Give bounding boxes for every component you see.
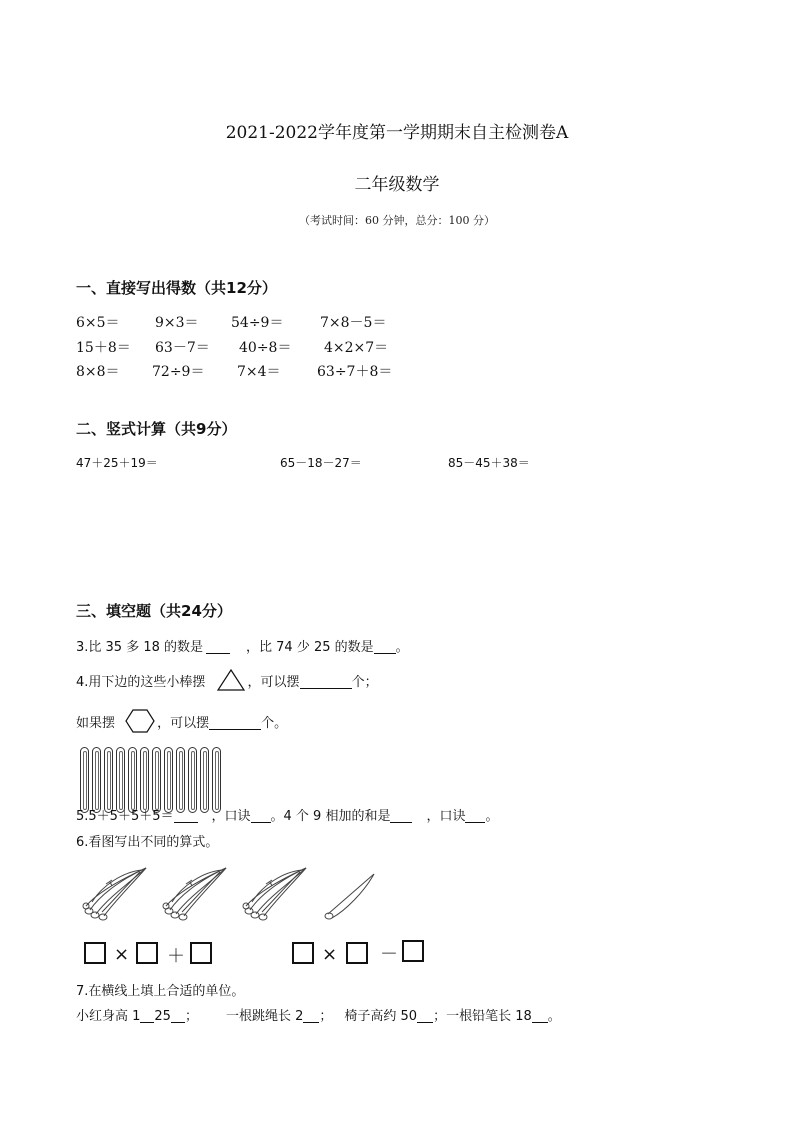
stick-icon (92, 747, 101, 813)
stick-icon (212, 747, 221, 813)
stick-icon (116, 747, 125, 813)
question-text: 个； (351, 675, 378, 690)
question-7: 7.在横线上填上合适的单位。 (76, 984, 245, 999)
banana-bunch-icon (160, 862, 232, 922)
answer-blank[interactable] (300, 674, 352, 689)
section-1-heading: 一、直接写出得数（共12分） (76, 279, 277, 297)
mental-item: 40÷8＝ (239, 340, 292, 356)
mental-item: 72÷9＝ (152, 364, 205, 380)
answer-blank[interactable] (417, 1008, 433, 1023)
answer-blank[interactable] (140, 1008, 154, 1023)
stick-icon (176, 747, 185, 813)
stick-icon (200, 747, 209, 813)
minus-sign: － (380, 944, 398, 965)
hexagon-icon (125, 709, 155, 733)
mental-item: 8×8＝ (76, 364, 120, 380)
question-text: 个。 (261, 716, 288, 731)
question-text: 。 (485, 809, 499, 824)
question-text: ，口诀 (211, 809, 251, 824)
answer-blank[interactable] (209, 715, 261, 730)
banana-single-icon (320, 870, 380, 922)
question-7-items (76, 1005, 561, 1024)
answer-blank[interactable] (532, 1008, 548, 1023)
question-text: ； (319, 1009, 333, 1024)
vertical-calc-item: 47＋25＋19＝ (76, 456, 158, 470)
mental-item: 9×3＝ (155, 315, 199, 331)
stick-icon (188, 747, 197, 813)
question-5 (76, 805, 499, 824)
banana-bunch-icon (240, 862, 312, 922)
answer-blank[interactable] (303, 1008, 319, 1023)
question-6: 6.看图写出不同的算式。 (76, 835, 219, 850)
question-text: 25 (154, 1009, 171, 1024)
question-text: ，可以摆 (157, 716, 210, 731)
stick-icon (140, 747, 149, 813)
question-text: 如果摆 (76, 716, 116, 731)
exam-info: （考试时间：60 分钟，总分：100 分） (299, 214, 495, 227)
question-4b (76, 709, 287, 733)
answer-box[interactable] (402, 940, 424, 962)
vertical-calc-item: 65－18－27＝ (280, 456, 362, 470)
answer-blank[interactable] (465, 808, 485, 823)
triangle-icon (216, 668, 246, 692)
page-title: 2021-2022学年度第一学期期末自主检测卷A (225, 123, 569, 143)
stick-icon (80, 747, 89, 813)
question-text: 。 (547, 1009, 561, 1024)
stick-icon (104, 747, 113, 813)
answer-blank[interactable] (374, 639, 396, 654)
answer-blank[interactable] (171, 1008, 185, 1023)
answer-box[interactable] (292, 942, 314, 964)
question-text: 椅子高约 50 (344, 1009, 418, 1024)
answer-box[interactable] (346, 942, 368, 964)
question-text: ；一根铅笔长 18 (433, 1009, 532, 1024)
stick-icon (164, 747, 173, 813)
question-text: ，比 74 少 25 的数是 (246, 640, 374, 655)
mental-item: 15＋8＝ (76, 340, 131, 356)
answer-blank[interactable] (390, 808, 412, 823)
answer-box[interactable] (84, 942, 106, 964)
section-3-heading: 三、填空题（共24分） (76, 602, 232, 620)
multiply-sign: × (114, 944, 130, 965)
mental-item: 63÷7＋8＝ (317, 364, 393, 380)
page-subtitle: 二年级数学 (354, 175, 440, 195)
stick-icon (128, 747, 137, 813)
mental-item: 7×8－5＝ (320, 315, 387, 331)
question-4 (76, 668, 378, 692)
question-text: 。4 个 9 相加的和是 (270, 809, 391, 824)
question-text: ，可以摆 (247, 675, 300, 690)
mental-item: 63－7＝ (155, 340, 210, 356)
question-text: 5.5＋5＋5＋5＝ (76, 809, 174, 824)
question-text: ； (184, 1009, 198, 1024)
question-text: 一根跳绳长 2 (225, 1009, 304, 1024)
question-text: ，口诀 (426, 809, 466, 824)
answer-box[interactable] (190, 942, 212, 964)
answer-blank[interactable] (206, 639, 230, 654)
vertical-calc-item: 85－45＋38＝ (448, 456, 530, 470)
question-text: 。 (395, 640, 409, 655)
section-2-heading: 二、竖式计算（共9分） (76, 420, 237, 438)
mental-item: 7×4＝ (237, 364, 281, 380)
banana-bunch-icon (80, 862, 152, 922)
mental-item: 6×5＝ (76, 315, 120, 331)
mental-item: 54÷9＝ (231, 315, 284, 331)
answer-blank[interactable] (251, 808, 271, 823)
answer-blank[interactable] (174, 808, 198, 823)
plus-sign: ＋ (167, 946, 185, 967)
mental-item: 4×2×7＝ (324, 340, 389, 356)
question-3 (76, 636, 409, 655)
multiply-sign: × (322, 944, 338, 965)
question-text: 3.比 35 多 18 的数是 (76, 640, 204, 655)
question-text: 小红身高 1 (76, 1009, 141, 1024)
stick-icon (152, 747, 161, 813)
question-text: 4.用下边的这些小棒摆 (76, 675, 206, 690)
answer-box[interactable] (136, 942, 158, 964)
